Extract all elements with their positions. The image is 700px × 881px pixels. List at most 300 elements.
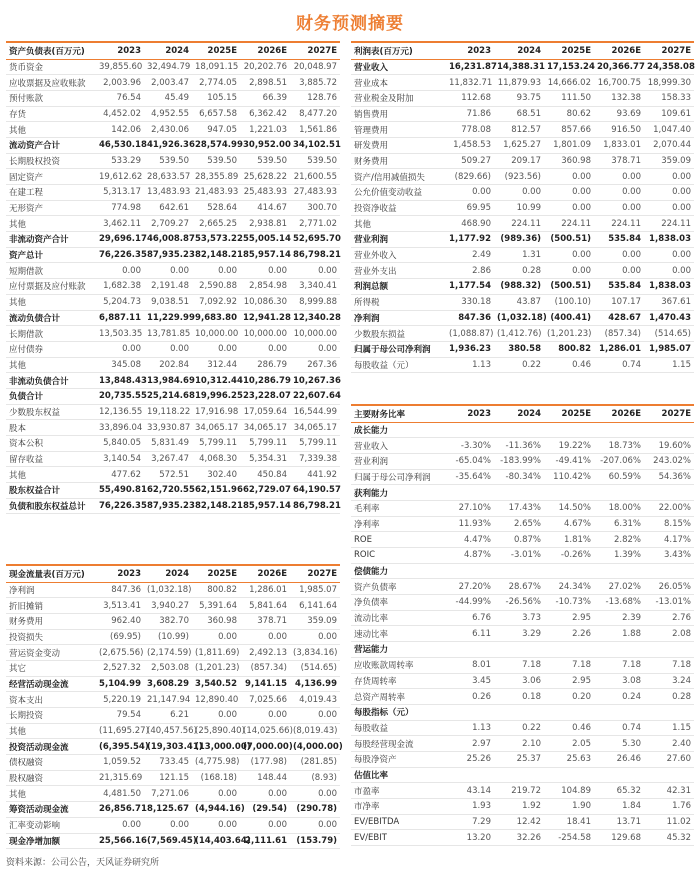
table-row [6,613,340,629]
table-row [351,469,694,485]
value-cell: 0.00 [96,341,144,357]
value-cell: 1,059.52 [96,755,144,771]
value-cell: 1.13 [446,720,494,736]
row-label: 偿债能力 [351,563,446,579]
table-row [6,498,340,514]
value-cell: 2,709.27 [144,216,192,232]
value-cell: 380.58 [494,341,544,357]
row-label: 非流动负债合计 [6,373,96,389]
table-row [351,106,694,122]
value-cell: 17,153.24 [544,59,594,75]
value-cell: 17,059.64 [240,404,290,420]
value-cell: 0.22 [494,720,544,736]
value-cell: 202.84 [144,357,192,373]
table-row [351,153,694,169]
value-cell: 18.73% [594,438,644,454]
value-cell: 5,204.73 [96,294,144,310]
value-cell: 19,118.22 [144,404,192,420]
value-cell: 16,231.87 [446,59,494,75]
value-cell: 10,312.44 [192,373,240,389]
value-cell: (10.99) [144,629,192,645]
value-cell: 1,682.38 [96,279,144,295]
value-cell: 12,340.28 [290,310,340,326]
value-cell [594,563,644,579]
value-cell: 43.87 [494,294,544,310]
value-cell: 1,221.03 [240,122,290,138]
value-cell: 267.36 [290,357,340,373]
row-label: 每股经营现金流 [351,736,446,752]
value-cell: -44.99% [446,595,494,611]
value-cell: 2,774.05 [192,75,240,91]
value-cell: 0.00 [290,629,340,645]
table-row [351,310,694,326]
year-header: 2024 [494,405,544,422]
table-row [6,645,340,661]
row-label: 总资产周转率 [351,689,446,705]
value-cell: 0.00 [192,263,240,279]
value-cell: 778.08 [446,122,494,138]
value-cell: 1,936.23 [446,341,494,357]
year-header: 2026E [594,42,644,59]
table-title: 现金流量表(百万元) [6,565,96,582]
year-header: 2025E [192,42,240,59]
value-cell: 1,985.07 [290,582,340,598]
table-row [351,247,694,263]
table-row [351,263,694,279]
value-cell: 0.46 [544,720,594,736]
value-cell [494,767,544,783]
value-cell: 14,388.31 [494,59,544,75]
value-cell: 13,483.93 [144,185,192,201]
value-cell: 13,984.69 [144,373,192,389]
value-cell: 21,147.94 [144,692,192,708]
value-cell [644,563,694,579]
value-cell: 1,458.53 [446,137,494,153]
value-cell: (8.93) [290,770,340,786]
value-cell: 33,896.04 [96,420,144,436]
row-label: 利润总额 [351,279,446,295]
value-cell [544,422,594,438]
table-row [6,75,340,91]
value-cell: (13,000.00) [192,739,240,755]
row-label: 其他 [6,122,96,138]
value-cell: -80.34% [494,469,544,485]
table-row [6,420,340,436]
value-cell: 360.98 [192,613,240,629]
value-cell: 104.89 [544,783,594,799]
table-row [6,436,340,452]
value-cell: 142.06 [96,122,144,138]
value-cell: 0.00 [290,817,340,833]
value-cell: 9,683.80 [192,310,240,326]
value-cell: 12,890.40 [192,692,240,708]
value-cell: 0.22 [494,357,544,373]
value-cell: 19,612.62 [96,169,144,185]
value-cell: 28,355.89 [192,169,240,185]
row-label: ROIC [351,548,446,564]
value-cell: 42.31 [644,783,694,799]
value-cell: 1.90 [544,799,594,815]
value-cell: -3.01% [494,548,544,564]
value-cell: 5,799.11 [290,436,340,452]
row-label: 长期股权投资 [6,153,96,169]
value-cell: 8,999.88 [290,294,340,310]
table-row [6,185,340,201]
table-row [351,689,694,705]
value-cell: 32.26 [494,830,544,846]
value-cell: 14.50% [544,500,594,516]
table-header [351,405,694,422]
row-label: 净负债率 [351,595,446,611]
value-cell: 25.37 [494,751,544,767]
value-cell: 812.57 [494,122,544,138]
value-cell: 68.51 [494,106,544,122]
table-row [6,770,340,786]
value-cell: 107.17 [594,294,644,310]
value-cell [544,485,594,501]
value-cell: 572.51 [144,467,192,483]
table-row [351,137,694,153]
value-cell: 4,452.02 [96,106,144,122]
value-cell: 535.84 [594,279,644,295]
value-cell: (1,032.18) [494,310,544,326]
value-cell: 2.86 [446,263,494,279]
value-cell: (923.56) [494,169,544,185]
value-cell: 13.20 [446,830,494,846]
value-cell [594,767,644,783]
year-header: 2027E [644,42,694,59]
value-cell: 5,840.05 [96,436,144,452]
value-cell: 121.15 [144,770,192,786]
value-cell: 18.41 [544,814,594,830]
table-row [6,153,340,169]
table-row [351,185,694,201]
value-cell: (988.32) [494,279,544,295]
value-cell: 0.00 [544,185,594,201]
value-cell: 3.73 [494,610,544,626]
value-cell: 5,799.11 [240,436,290,452]
value-cell: 468.90 [446,216,494,232]
value-cell: 80.62 [544,106,594,122]
table-row [351,516,694,532]
row-label: 资产总计 [6,247,96,263]
value-cell: 62,720.55 [144,483,192,499]
table-title: 利润表(百万元) [351,42,446,59]
value-cell: 1,838.03 [644,232,694,248]
value-cell: 34,065.17 [290,420,340,436]
value-cell: 93.75 [494,90,544,106]
value-cell [644,704,694,720]
value-cell: 17.43% [494,500,544,516]
value-cell: 20,202.76 [240,59,290,75]
value-cell: 528.64 [192,200,240,216]
table-row [6,326,340,342]
value-cell: 2,938.81 [240,216,290,232]
table-row [6,247,340,263]
row-label: 无形资产 [6,200,96,216]
value-cell: 286.79 [240,357,290,373]
value-cell: 441.92 [290,467,340,483]
value-cell: 0.18 [494,689,544,705]
value-cell: 2,527.32 [96,660,144,676]
row-label: 每股净资产 [351,751,446,767]
value-cell: 13,503.35 [96,326,144,342]
value-cell: 2,430.06 [144,122,192,138]
table-row [6,451,340,467]
value-cell: 158.33 [644,90,694,106]
value-cell: (3,834.16) [290,645,340,661]
value-cell: 509.27 [446,153,494,169]
value-cell: 1,047.40 [644,122,694,138]
value-cell: (7,000.00) [240,739,290,755]
value-cell: 539.50 [240,153,290,169]
value-cell: 2.26 [544,626,594,642]
value-cell: 302.40 [192,467,240,483]
value-cell: 10,267.36 [290,373,340,389]
value-cell: -183.99% [494,453,544,469]
value-cell: 20,048.97 [290,59,340,75]
value-cell: (829.66) [446,169,494,185]
value-cell: 60.59% [594,469,644,485]
value-cell: 13,848.43 [96,373,144,389]
value-cell: 477.62 [96,467,144,483]
value-cell: 52,695.70 [290,232,340,248]
year-header: 2024 [144,565,192,582]
row-label: 股东权益合计 [6,483,96,499]
row-label: 其他 [6,357,96,373]
value-cell: (1,201.23) [192,660,240,676]
value-cell: (4,944.16) [192,802,240,818]
value-cell [544,767,594,783]
value-cell: 8,125.67 [144,802,192,818]
value-cell: -35.64% [446,469,494,485]
value-cell: 3.45 [446,673,494,689]
row-label: 营运能力 [351,642,446,658]
row-label: 其它 [6,660,96,676]
value-cell: 0.00 [192,341,240,357]
table-title: 资产负债表(百万元) [6,42,96,59]
value-cell: 2,070.44 [644,137,694,153]
row-label: 销售费用 [351,106,446,122]
table-row [6,90,340,106]
value-cell: 450.84 [240,467,290,483]
value-cell: -13.01% [644,595,694,611]
value-cell: (19,303.41) [144,739,192,755]
value-cell: 69.95 [446,200,494,216]
value-cell: 382.70 [144,613,192,629]
section-row [351,767,694,783]
value-cell: 6,362.42 [240,106,290,122]
row-label: 应收账款周转率 [351,657,446,673]
value-cell: 0.00 [144,263,192,279]
year-header: 2023 [446,42,494,59]
value-cell: 27.02% [594,579,644,595]
table-row [351,799,694,815]
row-label: 营业外支出 [351,263,446,279]
row-label: 流动比率 [351,610,446,626]
table-row [351,783,694,799]
value-cell: 3,462.11 [96,216,144,232]
row-label: 估值比率 [351,767,446,783]
value-cell: 8,477.20 [290,106,340,122]
value-cell: 8.01 [446,657,494,673]
row-label: 其他 [6,294,96,310]
value-cell: 0.28 [494,263,544,279]
value-cell: 5,313.17 [96,185,144,201]
value-cell: 10,000.00 [240,326,290,342]
table-row [6,833,340,849]
value-cell: 11.02 [644,814,694,830]
value-cell: (69.95) [96,629,144,645]
value-cell: 5,220.19 [96,692,144,708]
value-cell: 9,038.51 [144,294,192,310]
table-row [6,59,340,75]
value-cell: 76,226.35 [96,498,144,514]
page-title: 财务预测摘要 [296,14,404,34]
year-header: 2025E [544,405,594,422]
row-label: 资本支出 [6,692,96,708]
value-cell: 6.76 [446,610,494,626]
value-cell: 2.97 [446,736,494,752]
table-row [351,720,694,736]
row-label: 投资损失 [6,629,96,645]
value-cell: 6,141.64 [290,598,340,614]
value-cell: 0.00 [644,200,694,216]
value-cell: 18.00% [594,500,644,516]
value-cell: 19,996.25 [192,388,240,404]
value-cell: 6.31% [594,516,644,532]
row-label: 营业利润 [351,453,446,469]
value-cell: 34,065.17 [192,420,240,436]
table-row [6,169,340,185]
year-header: 2024 [144,42,192,59]
value-cell: 20,366.77 [594,59,644,75]
value-cell: 55,005.14 [240,232,290,248]
value-cell: 93.69 [594,106,644,122]
year-header: 2026E [594,405,644,422]
value-cell: 76,226.35 [96,247,144,263]
value-cell: 12,941.28 [240,310,290,326]
value-cell: 9,141.15 [240,676,290,692]
year-header: 2026E [240,42,290,59]
value-cell: 0.00 [192,786,240,802]
table-row [351,579,694,595]
value-cell: 0.00 [144,817,192,833]
value-cell: 428.67 [594,310,644,326]
value-cell [494,704,544,720]
row-label: 营业外收入 [351,247,446,263]
value-cell [494,485,544,501]
year-header: 2023 [96,565,144,582]
value-cell: 21,600.55 [290,169,340,185]
value-cell: (8,019.43) [290,723,340,739]
row-label: 存货 [6,106,96,122]
table-row [351,736,694,752]
value-cell: 46,008.87 [144,232,192,248]
value-cell: 947.05 [192,122,240,138]
row-label: 其他 [6,786,96,802]
row-label: 速动比率 [351,626,446,642]
value-cell: (989.36) [494,232,544,248]
value-cell: 25,566.16 [96,833,144,849]
value-cell: (1,032.18) [144,582,192,598]
value-cell: 11.93% [446,516,494,532]
section-row [351,704,694,720]
table-row [6,232,340,248]
value-cell: 1,286.01 [240,582,290,598]
value-cell: 0.00 [494,185,544,201]
value-cell: 0.26 [446,689,494,705]
value-cell: 53,573.22 [192,232,240,248]
value-cell: 774.98 [96,200,144,216]
table-row [6,708,340,724]
value-cell: 16,544.99 [290,404,340,420]
row-label: 净利率 [351,516,446,532]
table-row [6,106,340,122]
value-cell: 243.02% [644,453,694,469]
value-cell: 3.24 [644,673,694,689]
value-cell: 224.11 [494,216,544,232]
row-label: 存货周转率 [351,673,446,689]
value-cell: (1,201.23) [544,326,594,342]
value-cell: 10,286.79 [240,373,290,389]
value-cell: (857.34) [240,660,290,676]
value-cell [446,767,494,783]
value-cell: 62,729.07 [240,483,290,499]
value-cell: 24.34% [544,579,594,595]
value-cell: 1,625.27 [494,137,544,153]
value-cell: 11,229.99 [144,310,192,326]
value-cell: 45.32 [644,830,694,846]
row-label: 资本公积 [6,436,96,452]
value-cell: 2,771.02 [290,216,340,232]
value-cell: -26.56% [494,595,544,611]
value-cell: 10,000.00 [290,326,340,342]
table-row [351,610,694,626]
value-cell: -207.06% [594,453,644,469]
value-cell: 0.20 [544,689,594,705]
table-row [351,814,694,830]
table-row [351,341,694,357]
row-label: 其他 [6,723,96,739]
value-cell: 132.38 [594,90,644,106]
value-cell: 0.00 [192,817,240,833]
value-cell: -254.58 [544,830,594,846]
table-row [351,673,694,689]
row-label: 所得税 [351,294,446,310]
table-header [6,42,340,59]
value-cell: 1.15 [644,357,694,373]
value-cell: (100.10) [544,294,594,310]
value-cell: 0.87% [494,532,544,548]
table-row [6,692,340,708]
table-row [351,453,694,469]
value-cell: (4,000.00) [290,739,340,755]
value-cell [594,422,644,438]
value-cell: 1,470.43 [644,310,694,326]
row-label: 其他 [6,216,96,232]
row-label: 负债合计 [6,388,96,404]
value-cell: 300.70 [290,200,340,216]
table-row [351,326,694,342]
value-cell: 62,151.96 [192,483,240,499]
value-cell: 22,607.64 [290,388,340,404]
table-row [6,310,340,326]
value-cell: -13.68% [594,595,644,611]
value-cell: 0.00 [240,817,290,833]
table-row [351,357,694,373]
value-cell: 539.50 [192,153,240,169]
